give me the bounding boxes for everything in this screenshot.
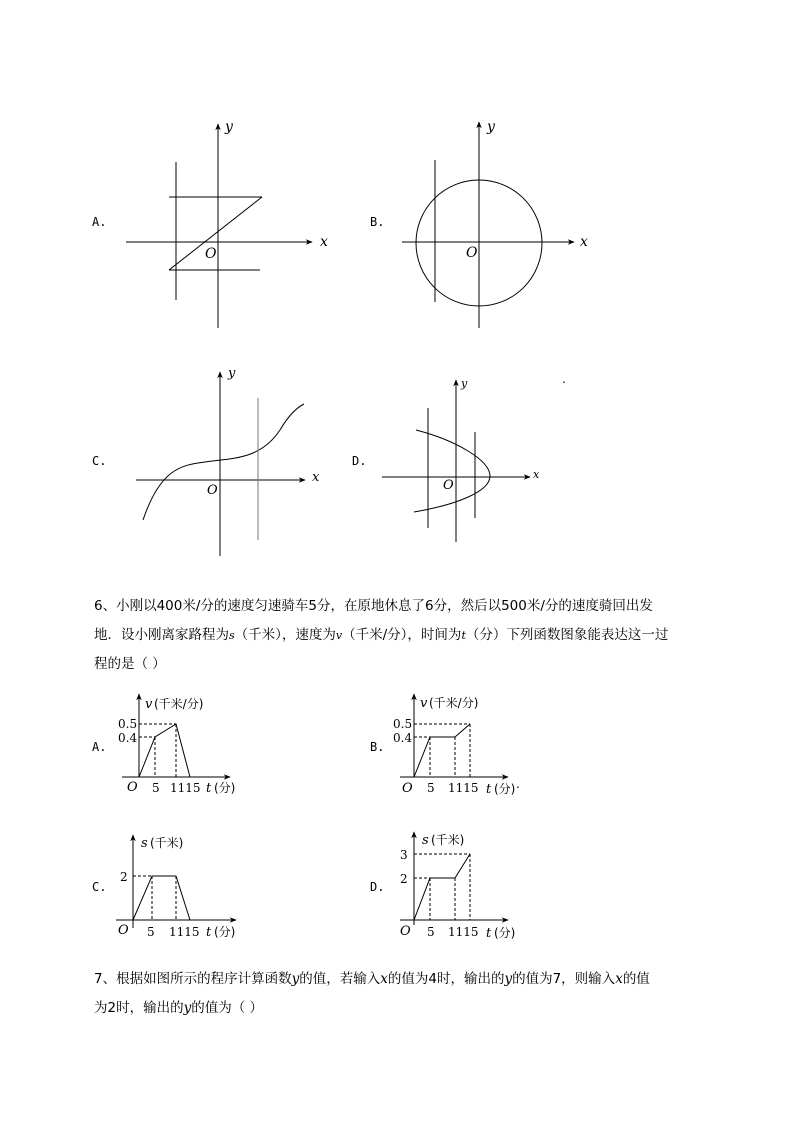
q6-d-s-var: s [422,833,429,848]
q5-c-y-label: y [228,366,236,381]
q5-a-origin: O [205,246,217,262]
q6-line2-part-c: （千米/分），时间为 [342,627,462,643]
q6-c-s-unit: (千米) [150,836,184,850]
q7-var-y: y [291,971,300,987]
q6-b-v-unit: (千米/分) [429,696,479,710]
q6-line2-part-d: （分）下列函数图象能表达这一过 [465,627,669,643]
q7-line1-part-e: 的值 [622,971,650,987]
q5-b-origin: O [466,245,478,261]
q6-b-v-var: v [420,696,428,711]
q6-c-origin: O [118,923,129,938]
q6-a-v-var: v [145,697,153,712]
q6-a-tick-05: 0.5 [118,717,138,731]
q6-d-tick-2: 2 [400,872,408,886]
q6-d-tick-3: 3 [400,848,408,862]
q6-c-t-unit: (分) [214,925,236,939]
q5-option-c-label: C. [92,454,107,468]
q5-option-b-label: B. [370,215,385,229]
q6-c-tick-2: 2 [120,870,128,884]
q5-b-y-label: y [487,119,495,135]
q6-option-b-label: B. [370,740,385,754]
q6-a-tick-1115: 1115 [170,781,201,795]
q6-option-c-label: C. [92,880,107,894]
q5-d-y-label: y [461,377,468,390]
q7-var-y-2: y [504,971,513,987]
q7-line1-part-d: 的值为7，则输入 [512,971,616,987]
q5-a-x-label: x [320,234,328,250]
q5-option-d-label: D. [352,454,367,468]
q6-line2-part-b: （千米），速度为 [234,627,336,643]
q6-d-t-var: t [486,926,492,941]
q5-a-y-label: y [225,119,233,135]
q6-a-t-unit: (分) [214,781,236,795]
q6-c-tick-1115: 1115 [169,925,200,939]
q6-var-v: v [335,629,343,642]
q5-c-x-label: x [312,470,320,485]
q6-line-3: 程的是（ ） [94,656,166,672]
q5-b-x-label: x [580,234,588,250]
q6-b-origin: O [402,781,413,796]
q6-c-tick-5: 5 [147,925,155,939]
q6-line2-part-a: 地．设小刚离家路程为 [94,627,229,643]
q5-d-x-label: x [533,468,540,481]
q6-d-s-unit: (千米) [431,833,465,847]
q6-a-t-var: t [206,781,212,796]
q7-line-2 [94,994,754,1023]
q5-option-a-label: A. [92,215,107,229]
q6-d-t-unit: (分) [494,926,516,940]
q6-line-1: 6、小刚以400米/分的速度匀速骑车5分，在原地休息了6分，然后以500米/分的速度骑回出发 [94,598,653,614]
q6-d-origin: O [400,924,411,939]
q5-d-origin: O [443,478,454,493]
q5-stray-dot: . [562,372,566,386]
q7-line1-part-a: 7、根据如图所示的程序计算函数 [94,971,292,987]
q6-b-tick-04: 0.4 [393,731,413,745]
q6-b-tick-5: 5 [427,781,435,795]
q6-b-tick-05: 0.5 [393,717,413,731]
q7-line2-part-b: 的值为（ ） [191,1000,264,1016]
q6-b-stray-dot: . [516,777,520,791]
q7-var-x: x [380,971,388,987]
q7-line1-part-c: 的值为4时，输出的 [387,971,505,987]
q5-c-origin: O [207,483,218,498]
q7-line2-part-a: 为2时，输出的 [94,1000,184,1016]
q6-option-a-label: A. [92,740,107,754]
q6-b-tick-1115: 1115 [448,781,479,795]
q6-d-tick-5: 5 [427,925,435,939]
q6-a-v-unit: (千米/分) [154,697,204,711]
q6-b-t-var: t [486,782,492,797]
q7-line-1 [94,965,754,994]
q6-var-s: s [229,629,235,642]
q7-line1-part-b: 的值，若输入 [299,971,381,987]
q6-a-tick-5: 5 [152,781,160,795]
q6-b-t-unit: (分) [494,782,516,796]
q6-var-t: t [461,629,466,642]
q6-d-tick-1115: 1115 [448,925,479,939]
q6-c-s-var: s [141,836,148,851]
q6-option-d-label: D. [370,880,385,894]
q6-a-tick-04: 0.4 [118,731,138,745]
q7-var-x-2: x [615,971,623,987]
q6-c-t-var: t [206,925,212,940]
q7-var-y-3: y [183,1000,192,1016]
q6-a-origin: O [127,780,138,795]
q7-text [94,965,754,1023]
